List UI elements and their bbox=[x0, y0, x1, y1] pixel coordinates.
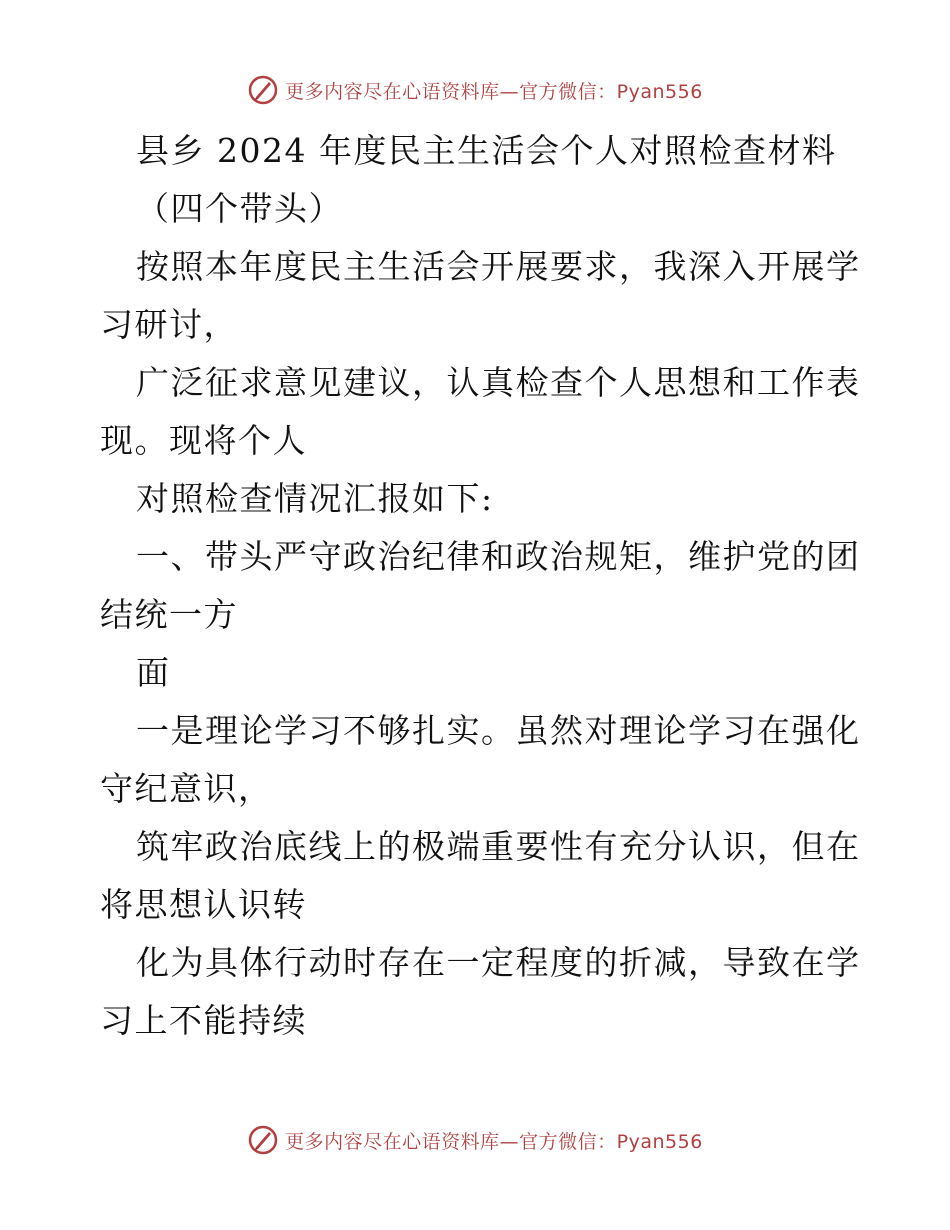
paragraph-line: 守纪意识， bbox=[100, 769, 273, 808]
document-subtitle: （四个带头） bbox=[136, 189, 343, 228]
watermark-footer bbox=[0, 1120, 950, 1160]
watermark-header bbox=[0, 70, 950, 110]
quill-seal-icon bbox=[247, 1124, 279, 1156]
paragraph-line: 习上不能持续 bbox=[100, 1001, 307, 1040]
paragraph-line: 将思想认识转 bbox=[100, 885, 307, 924]
paragraph-line: 习研讨， bbox=[100, 305, 238, 344]
paragraph-line: 化为具体行动时存在一定程度的折减，导致在学 bbox=[136, 943, 861, 982]
watermark-text: 更多内容尽在心语资料库—官方微信：Pyan556 bbox=[285, 1130, 703, 1153]
section-heading-continued: 结统一方 bbox=[100, 595, 238, 634]
watermark-text: 更多内容尽在心语资料库—官方微信：Pyan556 bbox=[285, 80, 703, 103]
paragraph-line: 现。现将个人 bbox=[100, 421, 307, 460]
paragraph-line: 一是理论学习不够扎实。虽然对理论学习在强化 bbox=[136, 711, 861, 750]
paragraph-line: 按照本年度民主生活会开展要求，我深入开展学 bbox=[136, 247, 861, 286]
document-title: 县乡 2024 年度民主生活会个人对照检查材料 bbox=[136, 131, 837, 170]
paragraph-line: 广泛征求意见建议，认真检查个人思想和工作表 bbox=[136, 363, 861, 402]
quill-seal-icon bbox=[247, 74, 279, 106]
paragraph-line: 对照检查情况汇报如下: bbox=[136, 479, 494, 518]
section-heading-continued: 面 bbox=[136, 653, 171, 692]
paragraph-line: 筑牢政治底线上的极端重要性有充分认识，但在 bbox=[136, 827, 861, 866]
section-heading: 一、带头严守政治纪律和政治规矩，维护党的团 bbox=[136, 537, 861, 576]
document-body bbox=[100, 122, 860, 1050]
